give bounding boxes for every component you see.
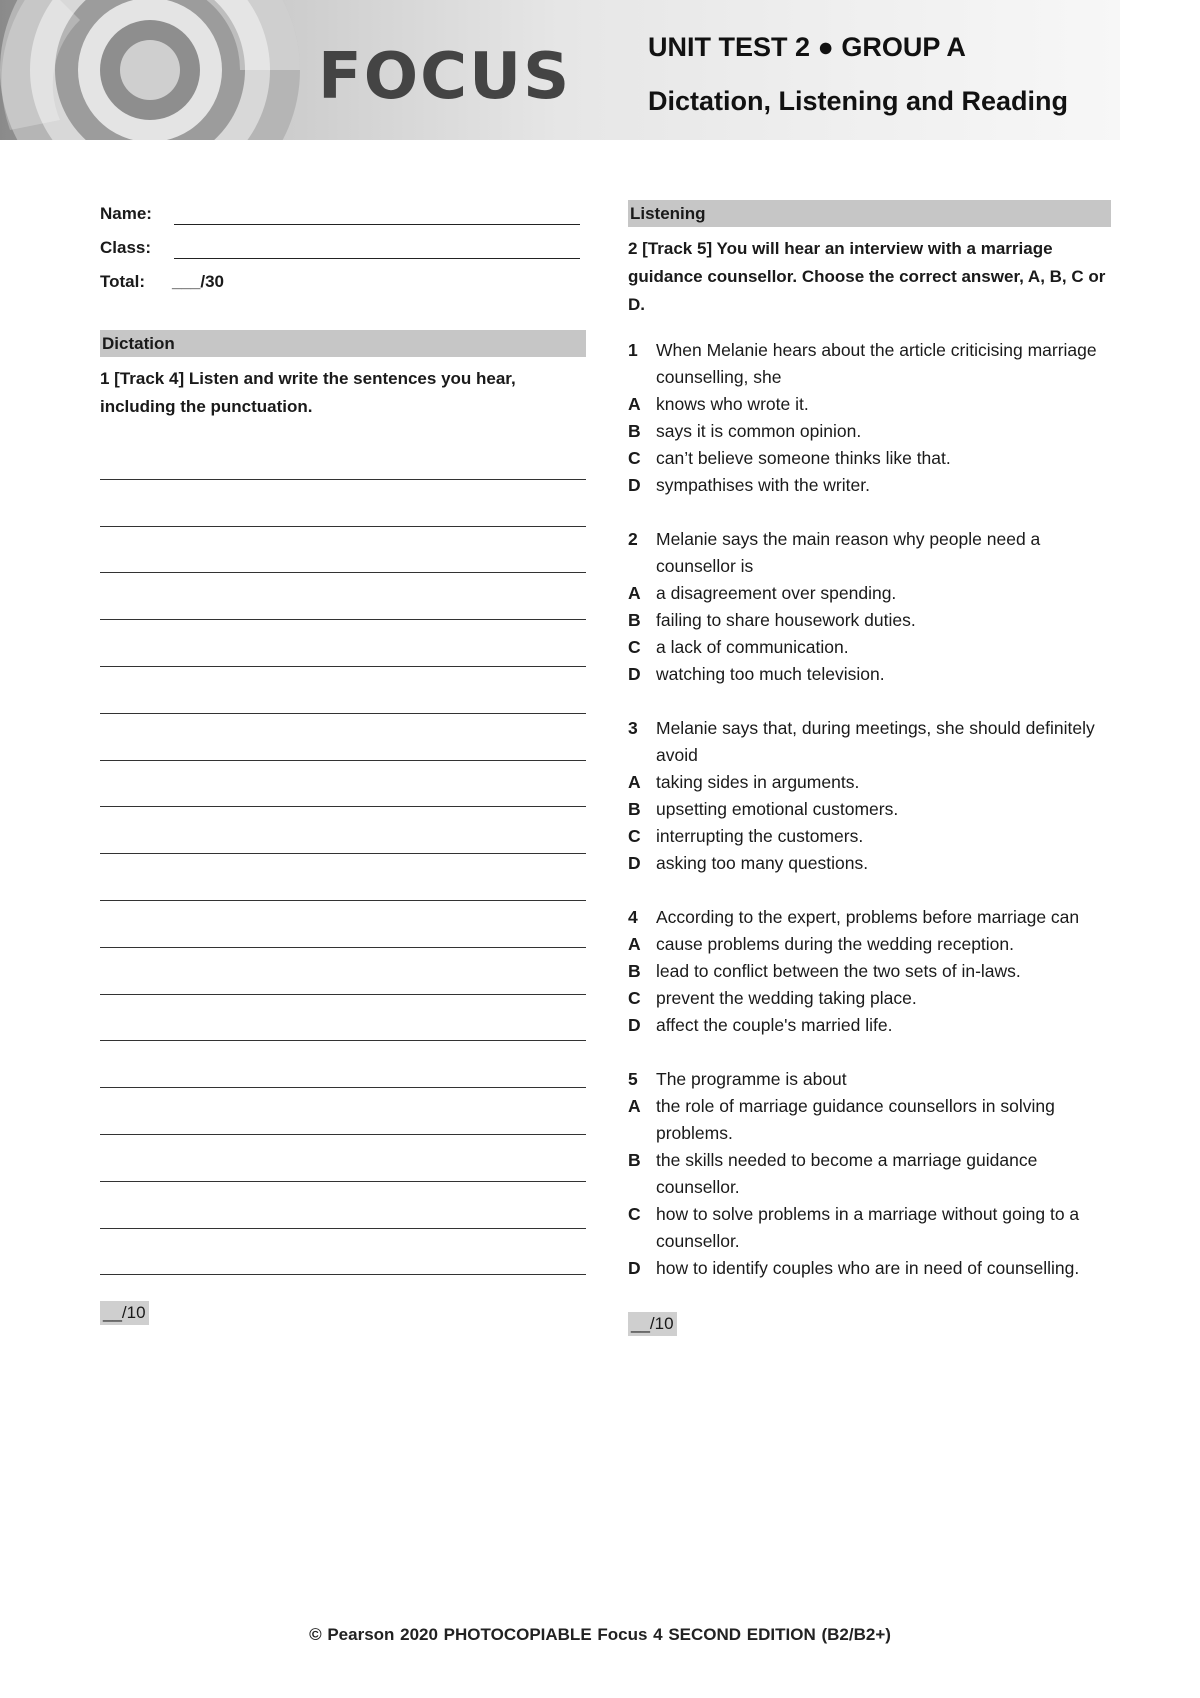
question-item [628, 526, 1111, 688]
total-row [100, 268, 586, 302]
class-label: Class: [100, 238, 152, 257]
listening-instruction: 2 [Track 5] You will hear an interview with a marriage guidance counsellor. Choose the correct answer, A, B, C or D. [628, 239, 1106, 314]
option-text: can’t believe someone thinks like that. [656, 448, 951, 468]
question-text: Melanie says the main reason why people need a counsellor is [656, 529, 1041, 576]
name-field[interactable] [174, 224, 580, 225]
option-letter: A [628, 583, 641, 603]
option-text: a disagreement over spending. [656, 583, 897, 603]
class-row [100, 234, 586, 268]
dictation-line[interactable] [100, 667, 586, 714]
question-item [628, 337, 1111, 499]
answer-option[interactable] [628, 985, 1111, 1012]
option-letter: A [628, 1096, 641, 1116]
name-label: Name: [100, 204, 152, 223]
answer-option[interactable] [628, 634, 1111, 661]
answer-option[interactable] [628, 1012, 1111, 1039]
option-text: asking too many questions. [656, 853, 869, 873]
option-letter: A [628, 772, 641, 792]
question-text: When Melanie hears about the article criticising marriage counselling, she [656, 340, 1097, 387]
answer-option[interactable] [628, 418, 1111, 445]
answer-option[interactable] [628, 1201, 1111, 1255]
answer-option[interactable] [628, 1093, 1111, 1147]
option-text: how to solve problems in a marriage without going to a counsellor. [656, 1204, 1080, 1251]
option-text: lead to conflict between the two sets of in-laws. [656, 961, 1021, 981]
question-text: The programme is about [656, 1069, 847, 1089]
dictation-line[interactable] [100, 1182, 586, 1229]
question-number: 2 [628, 529, 638, 549]
option-letter: D [628, 1258, 641, 1278]
dictation-score: __/10 [100, 1301, 149, 1325]
answer-option[interactable] [628, 580, 1111, 607]
dictation-line[interactable] [100, 854, 586, 901]
dictation-instruction: 1 [Track 4] Listen and write the sentences you hear, including the punctuation. [100, 369, 516, 416]
answer-option[interactable] [628, 931, 1111, 958]
answer-option[interactable] [628, 661, 1111, 688]
question-number: 3 [628, 718, 638, 738]
dictation-line[interactable] [100, 433, 586, 480]
question-text: Melanie says that, during meetings, she should definitely avoid [656, 718, 1095, 765]
option-text: taking sides in arguments. [656, 772, 860, 792]
option-text: prevent the wedding taking place. [656, 988, 917, 1008]
dictation-line[interactable] [100, 901, 586, 948]
answer-option[interactable] [628, 1147, 1111, 1201]
section-subtitle: Dictation, Listening and Reading [648, 86, 1069, 116]
answer-option[interactable] [628, 823, 1111, 850]
dictation-heading: Dictation [100, 330, 586, 357]
option-text: says it is common opinion. [656, 421, 862, 441]
option-letter: B [628, 610, 641, 630]
right-column [628, 200, 1111, 1336]
question-list [628, 337, 1111, 1282]
dictation-line[interactable] [100, 807, 586, 854]
option-letter: D [628, 475, 641, 495]
option-letter: A [628, 934, 641, 954]
option-letter: C [628, 988, 641, 1008]
option-text: cause problems during the wedding reception. [656, 934, 1014, 954]
option-text: sympathises with the writer. [656, 475, 870, 495]
option-letter: C [628, 826, 641, 846]
class-field[interactable] [174, 258, 580, 259]
question-number: 4 [628, 907, 638, 927]
option-letter: D [628, 1015, 641, 1035]
question-number: 1 [628, 340, 638, 360]
question-item [628, 715, 1111, 877]
question-stem [628, 715, 1111, 769]
question-text: According to the expert, problems before marriage can [656, 907, 1080, 927]
dictation-writing-area[interactable] [100, 433, 586, 1275]
question-stem [628, 526, 1111, 580]
question-stem [628, 1066, 1111, 1093]
listening-heading: Listening [628, 200, 1111, 227]
answer-option[interactable] [628, 850, 1111, 877]
answer-option[interactable] [628, 607, 1111, 634]
total-label: Total: [100, 272, 146, 291]
dictation-line[interactable] [100, 1135, 586, 1182]
header-banner [0, 0, 1120, 140]
question-number: 5 [628, 1069, 638, 1089]
option-letter: B [628, 961, 641, 981]
answer-option[interactable] [628, 391, 1111, 418]
option-text: watching too much television. [656, 664, 885, 684]
header-circle-graphic [0, 0, 330, 140]
dictation-line[interactable] [100, 995, 586, 1042]
name-row [100, 200, 586, 234]
option-letter: B [628, 421, 641, 441]
option-text: a lack of communication. [656, 637, 849, 657]
total-score: ___/30 [172, 272, 224, 291]
dictation-line[interactable] [100, 1229, 586, 1276]
option-text: upsetting emotional customers. [656, 799, 899, 819]
option-letter: A [628, 394, 641, 414]
question-item [628, 1066, 1111, 1282]
option-letter: C [628, 1204, 641, 1224]
option-letter: D [628, 853, 641, 873]
answer-option[interactable] [628, 1255, 1111, 1282]
footer-copyright: © Pearson 2020 PHOTOCOPIABLE Focus 4 SECOND EDITION (B2/B2+) [309, 1625, 891, 1644]
answer-option[interactable] [628, 958, 1111, 985]
option-text: affect the couple's married life. [656, 1015, 893, 1035]
answer-option[interactable] [628, 796, 1111, 823]
dictation-line[interactable] [100, 480, 586, 527]
option-letter: C [628, 448, 641, 468]
answer-option[interactable] [628, 445, 1111, 472]
option-letter: D [628, 664, 641, 684]
dictation-line[interactable] [100, 1041, 586, 1088]
question-stem [628, 337, 1111, 391]
dictation-line[interactable] [100, 620, 586, 667]
answer-option[interactable] [628, 472, 1111, 499]
option-letter: C [628, 637, 641, 657]
question-stem [628, 904, 1111, 931]
unit-test-title: UNIT TEST 2 ● GROUP A [648, 32, 966, 62]
option-text: the role of marriage guidance counsellors in solving problems. [656, 1096, 1055, 1143]
dictation-line[interactable] [100, 527, 586, 574]
option-text: how to identify couples who are in need of counselling. [656, 1258, 1080, 1278]
listening-score: __/10 [628, 1312, 677, 1336]
dictation-line[interactable] [100, 761, 586, 808]
option-text: knows who wrote it. [656, 394, 809, 414]
option-letter: B [628, 1150, 641, 1170]
answer-option[interactable] [628, 769, 1111, 796]
dictation-line[interactable] [100, 948, 586, 995]
dictation-line[interactable] [100, 1088, 586, 1135]
option-text: interrupting the customers. [656, 826, 864, 846]
left-column [100, 200, 586, 1325]
dictation-line[interactable] [100, 714, 586, 761]
option-letter: B [628, 799, 641, 819]
question-item [628, 904, 1111, 1039]
dictation-line[interactable] [100, 573, 586, 620]
option-text: failing to share housework duties. [656, 610, 916, 630]
focus-logo: FOCUS [318, 40, 572, 114]
option-text: the skills needed to become a marriage guidance counsellor. [656, 1150, 1038, 1197]
